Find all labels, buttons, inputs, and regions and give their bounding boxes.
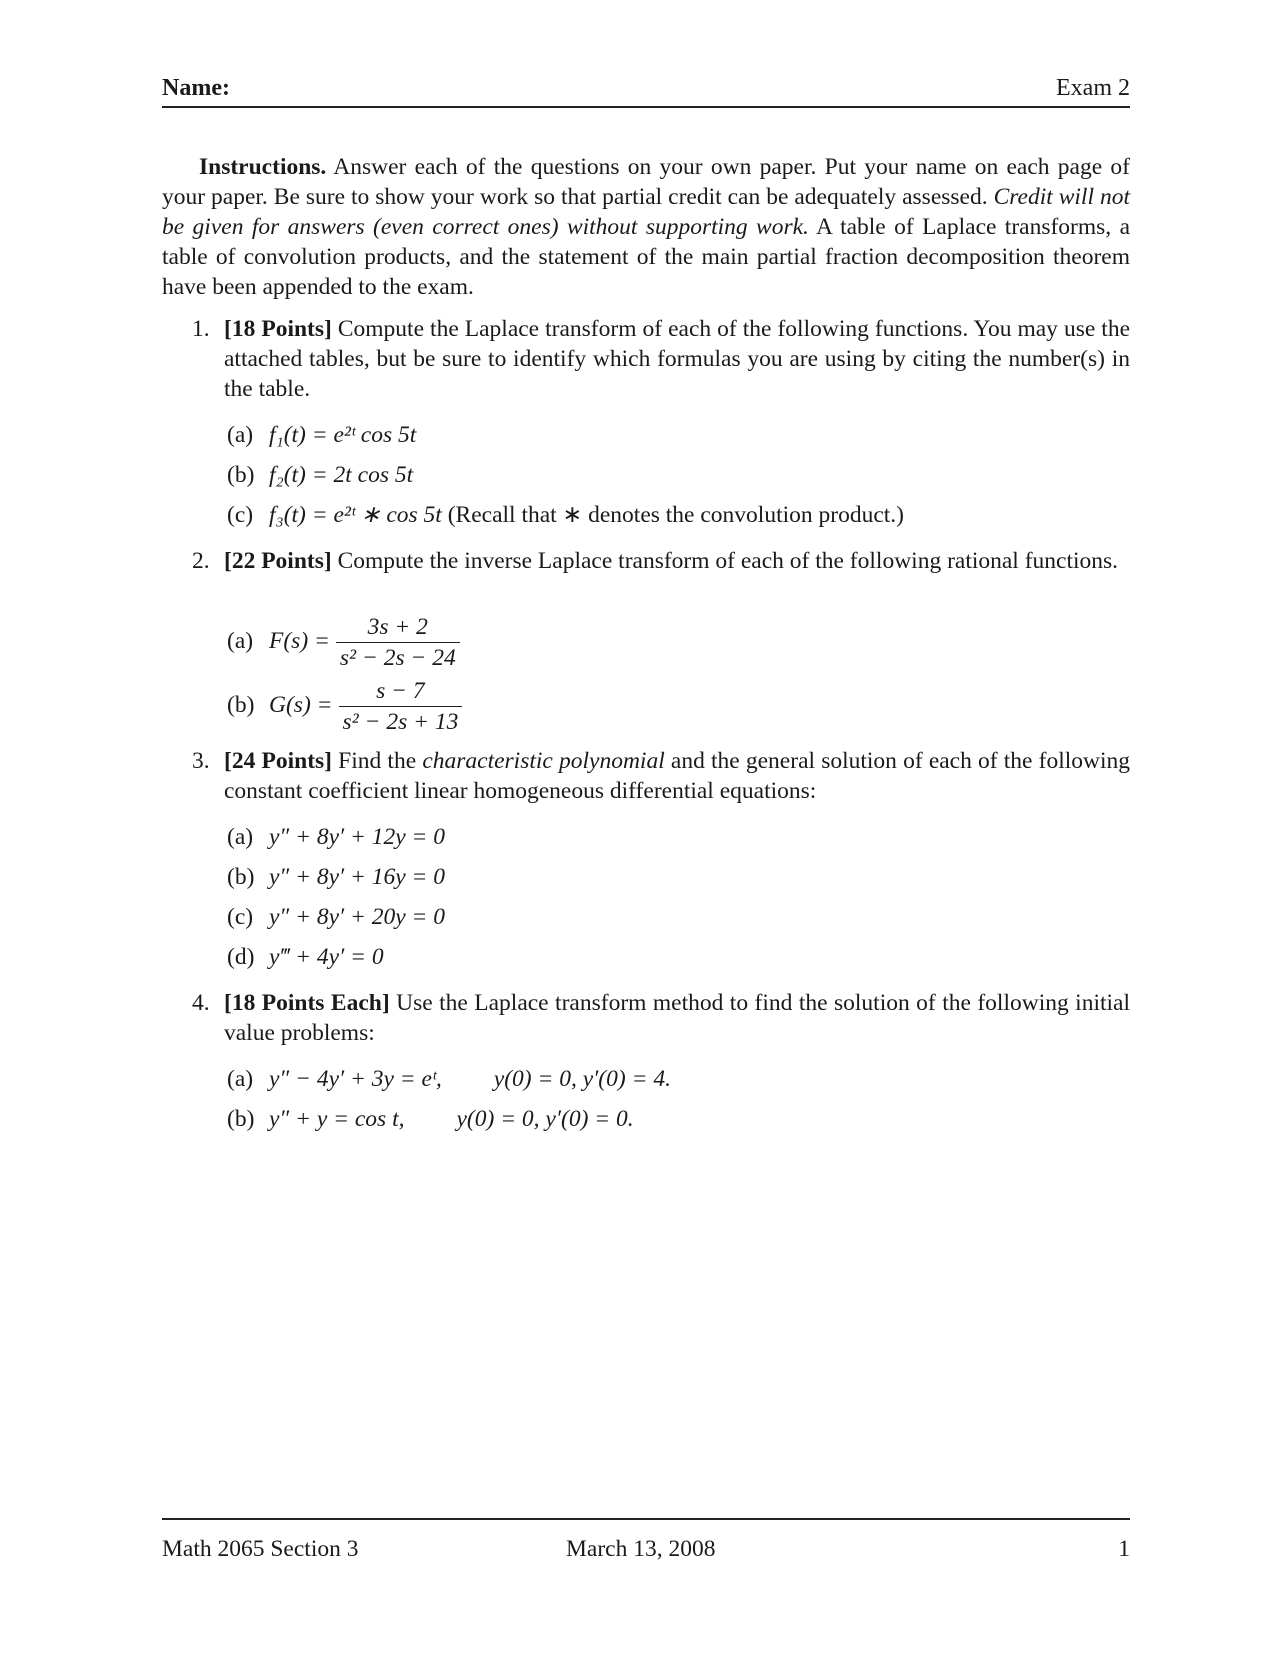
question-text-a: Find the bbox=[332, 748, 423, 774]
question-2 bbox=[162, 546, 1130, 576]
part-expression: f₃(t) = e²ᵗ ∗ cos 5t bbox=[269, 502, 442, 528]
name-label: Name: bbox=[162, 75, 230, 101]
part-note: (Recall that ∗ denotes the convolution product.) bbox=[441, 502, 904, 528]
part-label: (c) bbox=[227, 502, 254, 528]
question-text: Use the Laplace transform method to find the solution of the following initial value problems: bbox=[224, 990, 1131, 1046]
question-1-part-c bbox=[227, 500, 904, 532]
fraction bbox=[339, 676, 463, 737]
page-header bbox=[162, 72, 1130, 108]
question-3-part-d bbox=[227, 942, 384, 974]
instructions-text-1: Answer each of the questions on your own paper. Put your name on each page of your paper. Be sure to show your work so that partial credit can be adequately assessed. bbox=[162, 154, 1130, 210]
question-1-part-b bbox=[227, 460, 413, 492]
part-label: (b) bbox=[227, 462, 255, 488]
part-lhs: G(s) = bbox=[269, 691, 333, 718]
footer-date: March 13, 2008 bbox=[566, 1536, 716, 1562]
part-label: (a) bbox=[227, 627, 254, 654]
question-4-part-a bbox=[227, 1064, 671, 1096]
fraction-numerator: 3s + 2 bbox=[336, 612, 460, 643]
question-number: 3. bbox=[192, 748, 210, 774]
part-expression: f₂(t) = 2t cos 5t bbox=[269, 462, 414, 488]
question-1-part-a bbox=[227, 420, 416, 452]
question-3-part-a bbox=[227, 822, 445, 854]
part-label: (a) bbox=[227, 422, 254, 448]
page-footer bbox=[162, 1518, 1130, 1560]
footer-page-number: 1 bbox=[1118, 1536, 1130, 1562]
part-condition: y(0) = 0, y′(0) = 0. bbox=[456, 1106, 634, 1132]
part-label: (b) bbox=[227, 864, 255, 890]
fraction bbox=[336, 612, 460, 673]
part-label: (a) bbox=[227, 1066, 254, 1092]
question-points: [18 Points] bbox=[224, 316, 332, 342]
footer-course: Math 2065 Section 3 bbox=[162, 1536, 359, 1562]
part-label: (c) bbox=[227, 904, 254, 930]
question-number: 2. bbox=[192, 548, 210, 574]
instructions-text-2: A table of Laplace transforms, a table of convolution products, and the statement of the main partial fraction decomposition theorem have been appended to the exam. bbox=[162, 214, 1130, 300]
part-expression: y″ + 8y′ + 12y = 0 bbox=[269, 824, 446, 850]
exam-label: Exam 2 bbox=[1056, 75, 1130, 101]
fraction-denominator: s² − 2s − 24 bbox=[339, 645, 456, 671]
part-label: (b) bbox=[227, 691, 255, 718]
question-3-part-b bbox=[227, 862, 445, 894]
part-expression: y″ + y = cos t, bbox=[269, 1106, 405, 1132]
question-text: Compute the inverse Laplace transform of each of the following rational functions. bbox=[331, 548, 1119, 574]
fraction-denominator: s² − 2s + 13 bbox=[342, 709, 459, 735]
question-1 bbox=[162, 314, 1130, 404]
instructions-paragraph bbox=[162, 152, 1130, 302]
question-2-part-a bbox=[227, 612, 460, 673]
part-condition: y(0) = 0, y′(0) = 4. bbox=[493, 1066, 671, 1092]
question-number: 1. bbox=[192, 316, 210, 342]
instructions-lead: Instructions. bbox=[199, 154, 327, 180]
question-points: [22 Points] bbox=[224, 548, 332, 574]
part-label: (a) bbox=[227, 824, 254, 850]
question-2-part-b bbox=[227, 676, 462, 737]
instructions-italic: Credit will not be given for answers (even correct ones) without supporting work. bbox=[162, 184, 1130, 240]
part-expression: f₁(t) = e²ᵗ cos 5t bbox=[269, 422, 417, 448]
question-text-b: and the general solution of each of the following constant coefficient linear homogeneous differential equations: bbox=[224, 748, 1131, 804]
part-expression: y‴ + 4y′ = 0 bbox=[269, 944, 384, 970]
question-italic: characteristic polynomial bbox=[422, 748, 665, 774]
question-4 bbox=[162, 988, 1130, 1048]
question-number: 4. bbox=[192, 990, 210, 1016]
part-label: (d) bbox=[227, 944, 255, 970]
fraction-numerator: s − 7 bbox=[339, 676, 463, 707]
question-3-part-c bbox=[227, 902, 445, 934]
part-label: (b) bbox=[227, 1106, 255, 1132]
question-3 bbox=[162, 746, 1130, 806]
part-lhs: F(s) = bbox=[269, 627, 330, 654]
question-4-part-b bbox=[227, 1104, 634, 1136]
part-expression: y″ − 4y′ + 3y = eᵗ, bbox=[269, 1066, 442, 1092]
question-points: [18 Points Each] bbox=[224, 990, 390, 1016]
part-expression: y″ + 8y′ + 16y = 0 bbox=[269, 864, 446, 890]
question-text: Compute the Laplace transform of each of the following functions. You may use the attached tables, but be sure to identify which formulas you are using by citing the number(s) in the table. bbox=[224, 316, 1130, 402]
question-points: [24 Points] bbox=[224, 748, 332, 774]
part-expression: y″ + 8y′ + 20y = 0 bbox=[269, 904, 446, 930]
